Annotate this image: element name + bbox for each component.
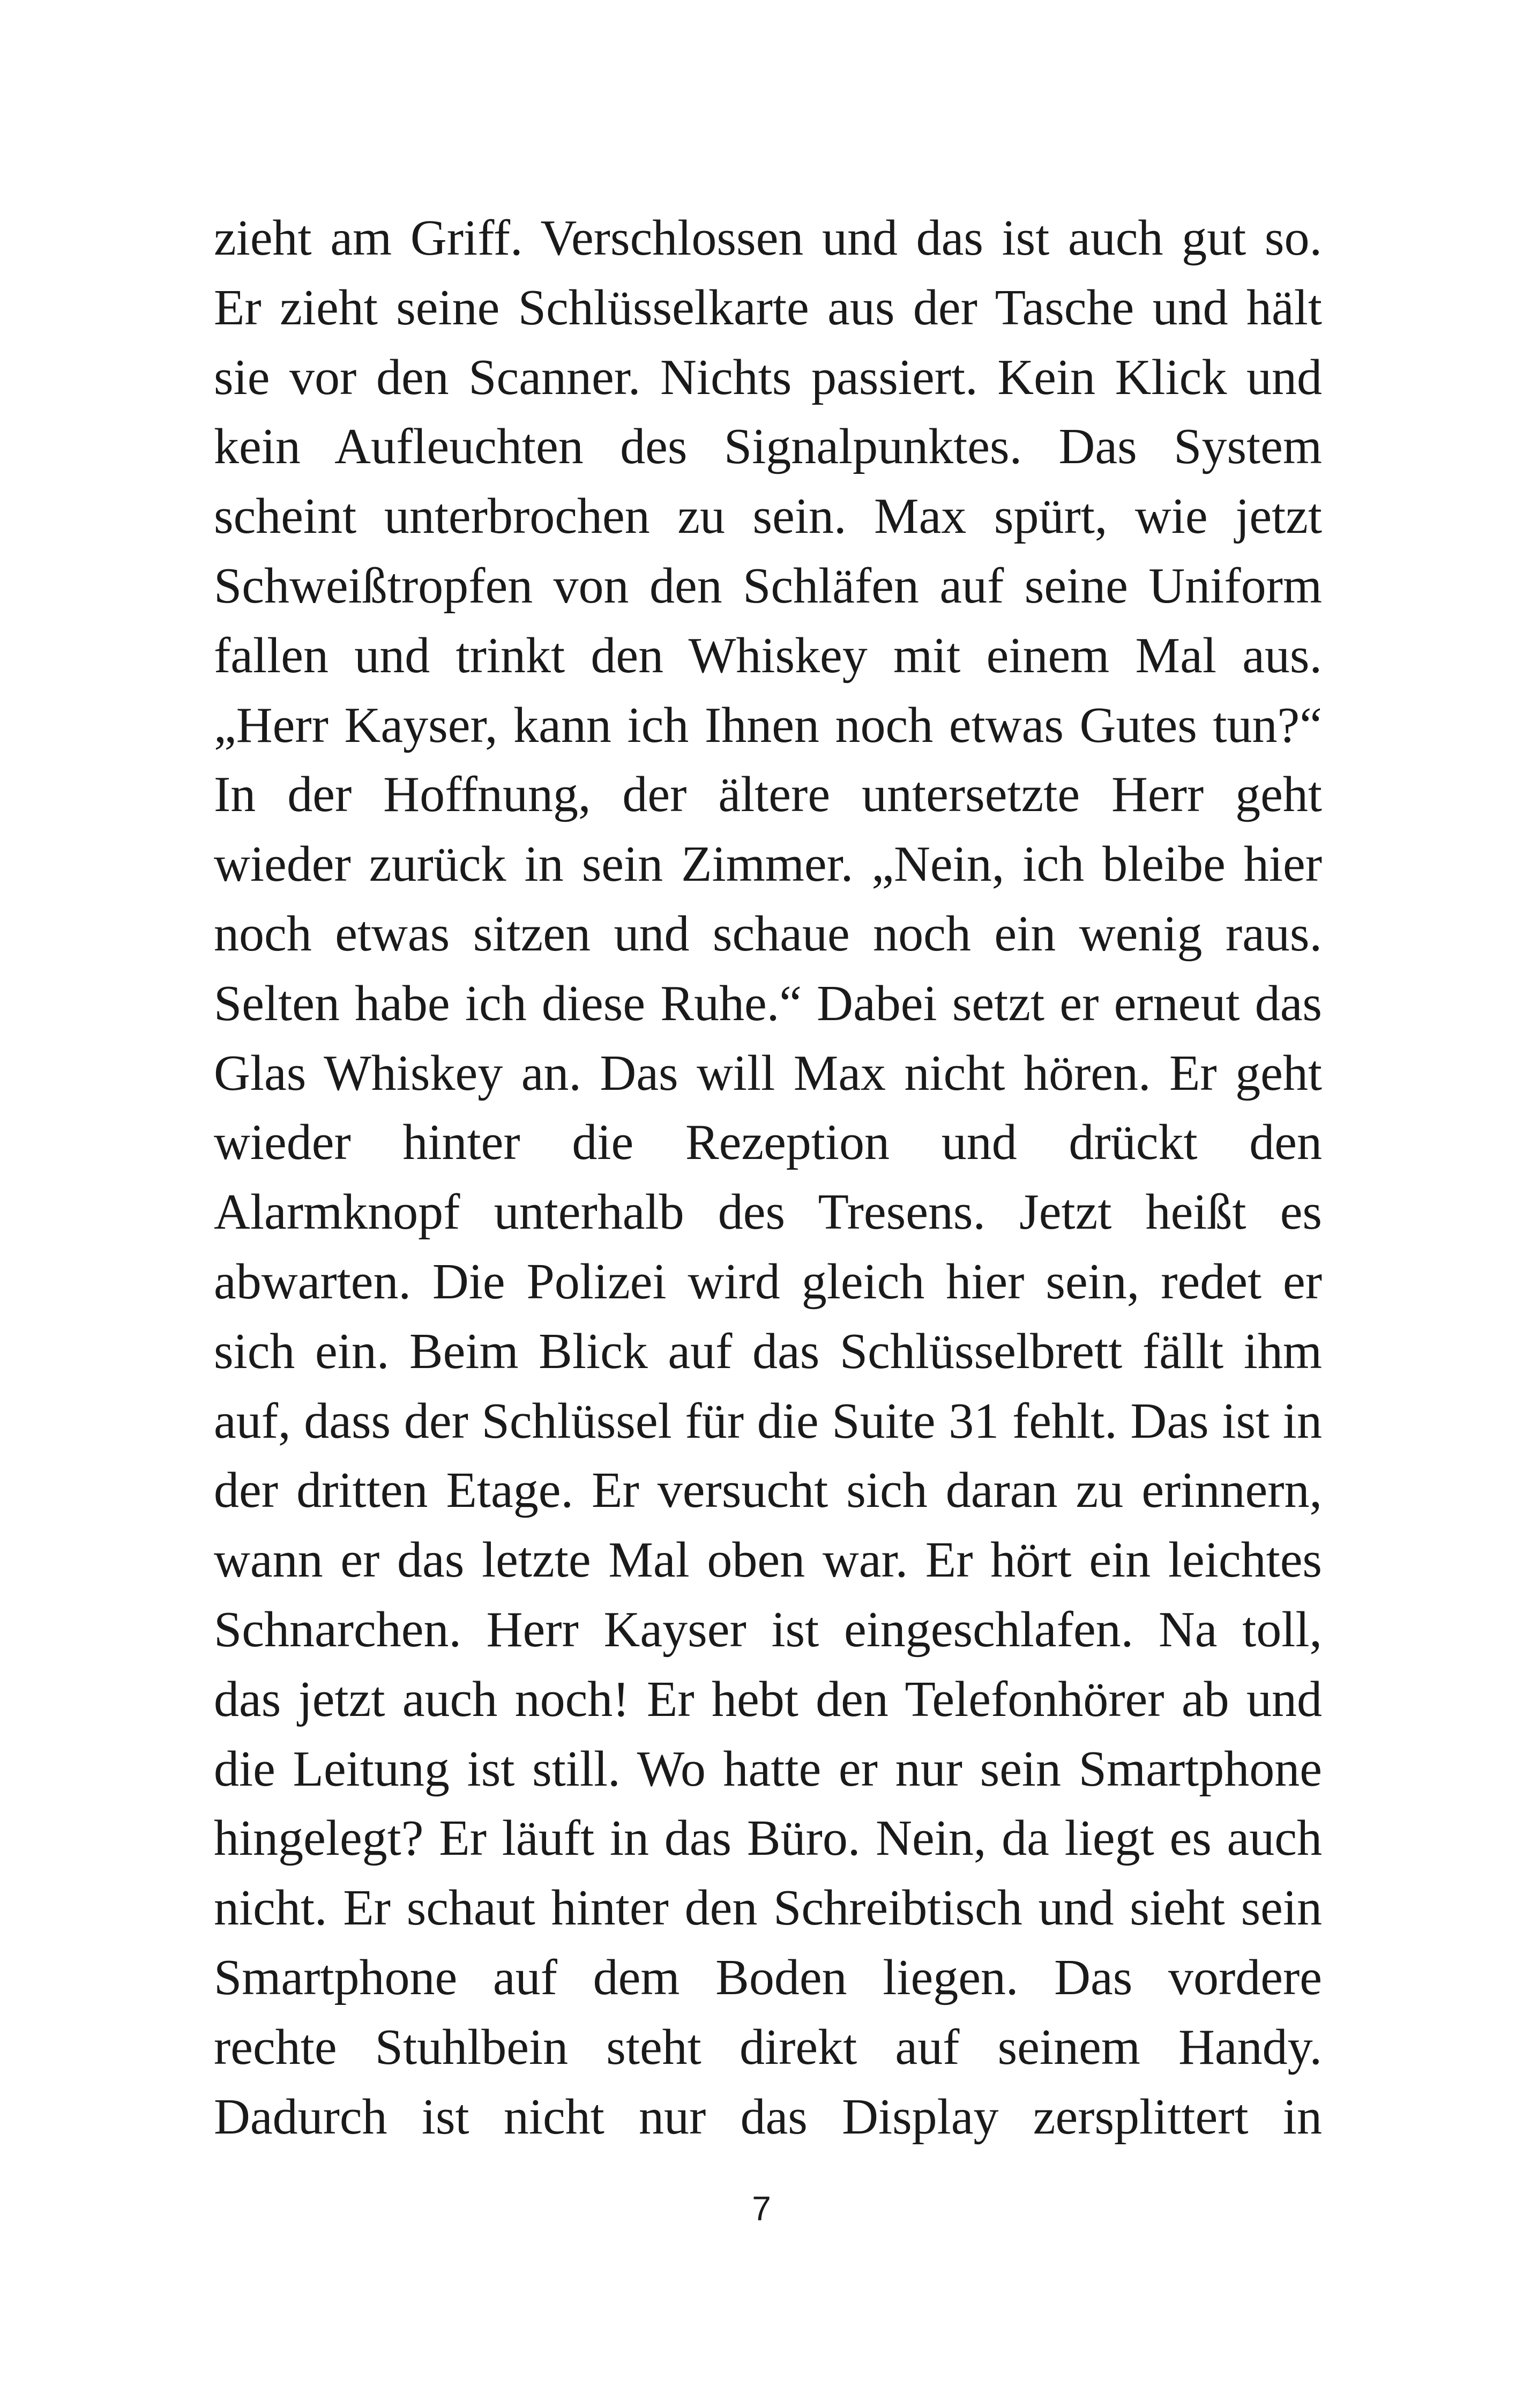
text-line: Er zieht seine Schlüsselkarte aus der Tasche und hält (214, 279, 1322, 336)
text-line: In der Hoffnung, der ältere untersetzte Herr geht (214, 767, 1322, 823)
text-line: Alarmknopf unterhalb des Tresens. Jetzt heißt es (214, 1184, 1322, 1240)
text-line: kein Aufleuchten des Signalpunktes. Das System (214, 419, 1322, 475)
page-number: 7 (752, 2189, 771, 2228)
text-line: Glas Whiskey an. Das will Max nicht hören. Er geht (214, 1045, 1322, 1101)
body-text (214, 204, 1322, 2152)
text-line: Schweißtropfen von den Schläfen auf seine Uniform (214, 558, 1322, 614)
text-line: das jetzt auch noch! Er hebt den Telefonhörer ab und (214, 1671, 1322, 1727)
text-line: wieder zurück in sein Zimmer. „Nein, ich bleibe hier (214, 836, 1322, 893)
text-line: rechte Stuhlbein steht direkt auf seinem Handy. (214, 2019, 1322, 2075)
text-line: abwarten. Die Polizei wird gleich hier sein, redet er (214, 1253, 1322, 1310)
text-line: der dritten Etage. Er versucht sich daran zu erinnern, (214, 1462, 1322, 1519)
text-line: „Herr Kayser, kann ich Ihnen noch etwas Gutes tun?“ (214, 697, 1322, 753)
text-line: hingelegt? Er läuft in das Büro. Nein, da liegt es auch (214, 1810, 1322, 1867)
text-line: noch etwas sitzen und schaue noch ein wenig raus. (214, 905, 1322, 962)
text-line: zieht am Griff. Verschlossen und das ist auch gut so. (214, 210, 1322, 266)
text-line: wieder hinter die Rezeption und drückt den (214, 1114, 1322, 1171)
text-line: die Leitung ist still. Wo hatte er nur sein Smartphone (214, 1741, 1322, 1797)
text-line: Schnarchen. Herr Kayser ist eingeschlafen. Na toll, (214, 1601, 1322, 1658)
text-line: Selten habe ich diese Ruhe.“ Dabei setzt er erneut das (214, 975, 1322, 1031)
text-line: wann er das letzte Mal oben war. Er hört ein leichtes (214, 1532, 1322, 1588)
text-line: sie vor den Scanner. Nichts passiert. Kein Klick und (214, 349, 1322, 405)
text-line: scheint unterbrochen zu sein. Max spürt, wie jetzt (214, 488, 1322, 545)
text-line: nicht. Er schaut hinter den Schreibtisch und sieht sein (214, 1880, 1322, 1936)
text-line: Dadurch ist nicht nur das Display zersplittert in (214, 2089, 1322, 2145)
text-line: auf, dass der Schlüssel für die Suite 31 fehlt. Das ist in (214, 1393, 1322, 1449)
text-line: fallen und trinkt den Whiskey mit einem Mal aus. (214, 627, 1322, 683)
text-line: Smartphone auf dem Boden liegen. Das vordere (214, 1949, 1322, 2005)
text-line: sich ein. Beim Blick auf das Schlüsselbrett fällt ihm (214, 1323, 1322, 1379)
